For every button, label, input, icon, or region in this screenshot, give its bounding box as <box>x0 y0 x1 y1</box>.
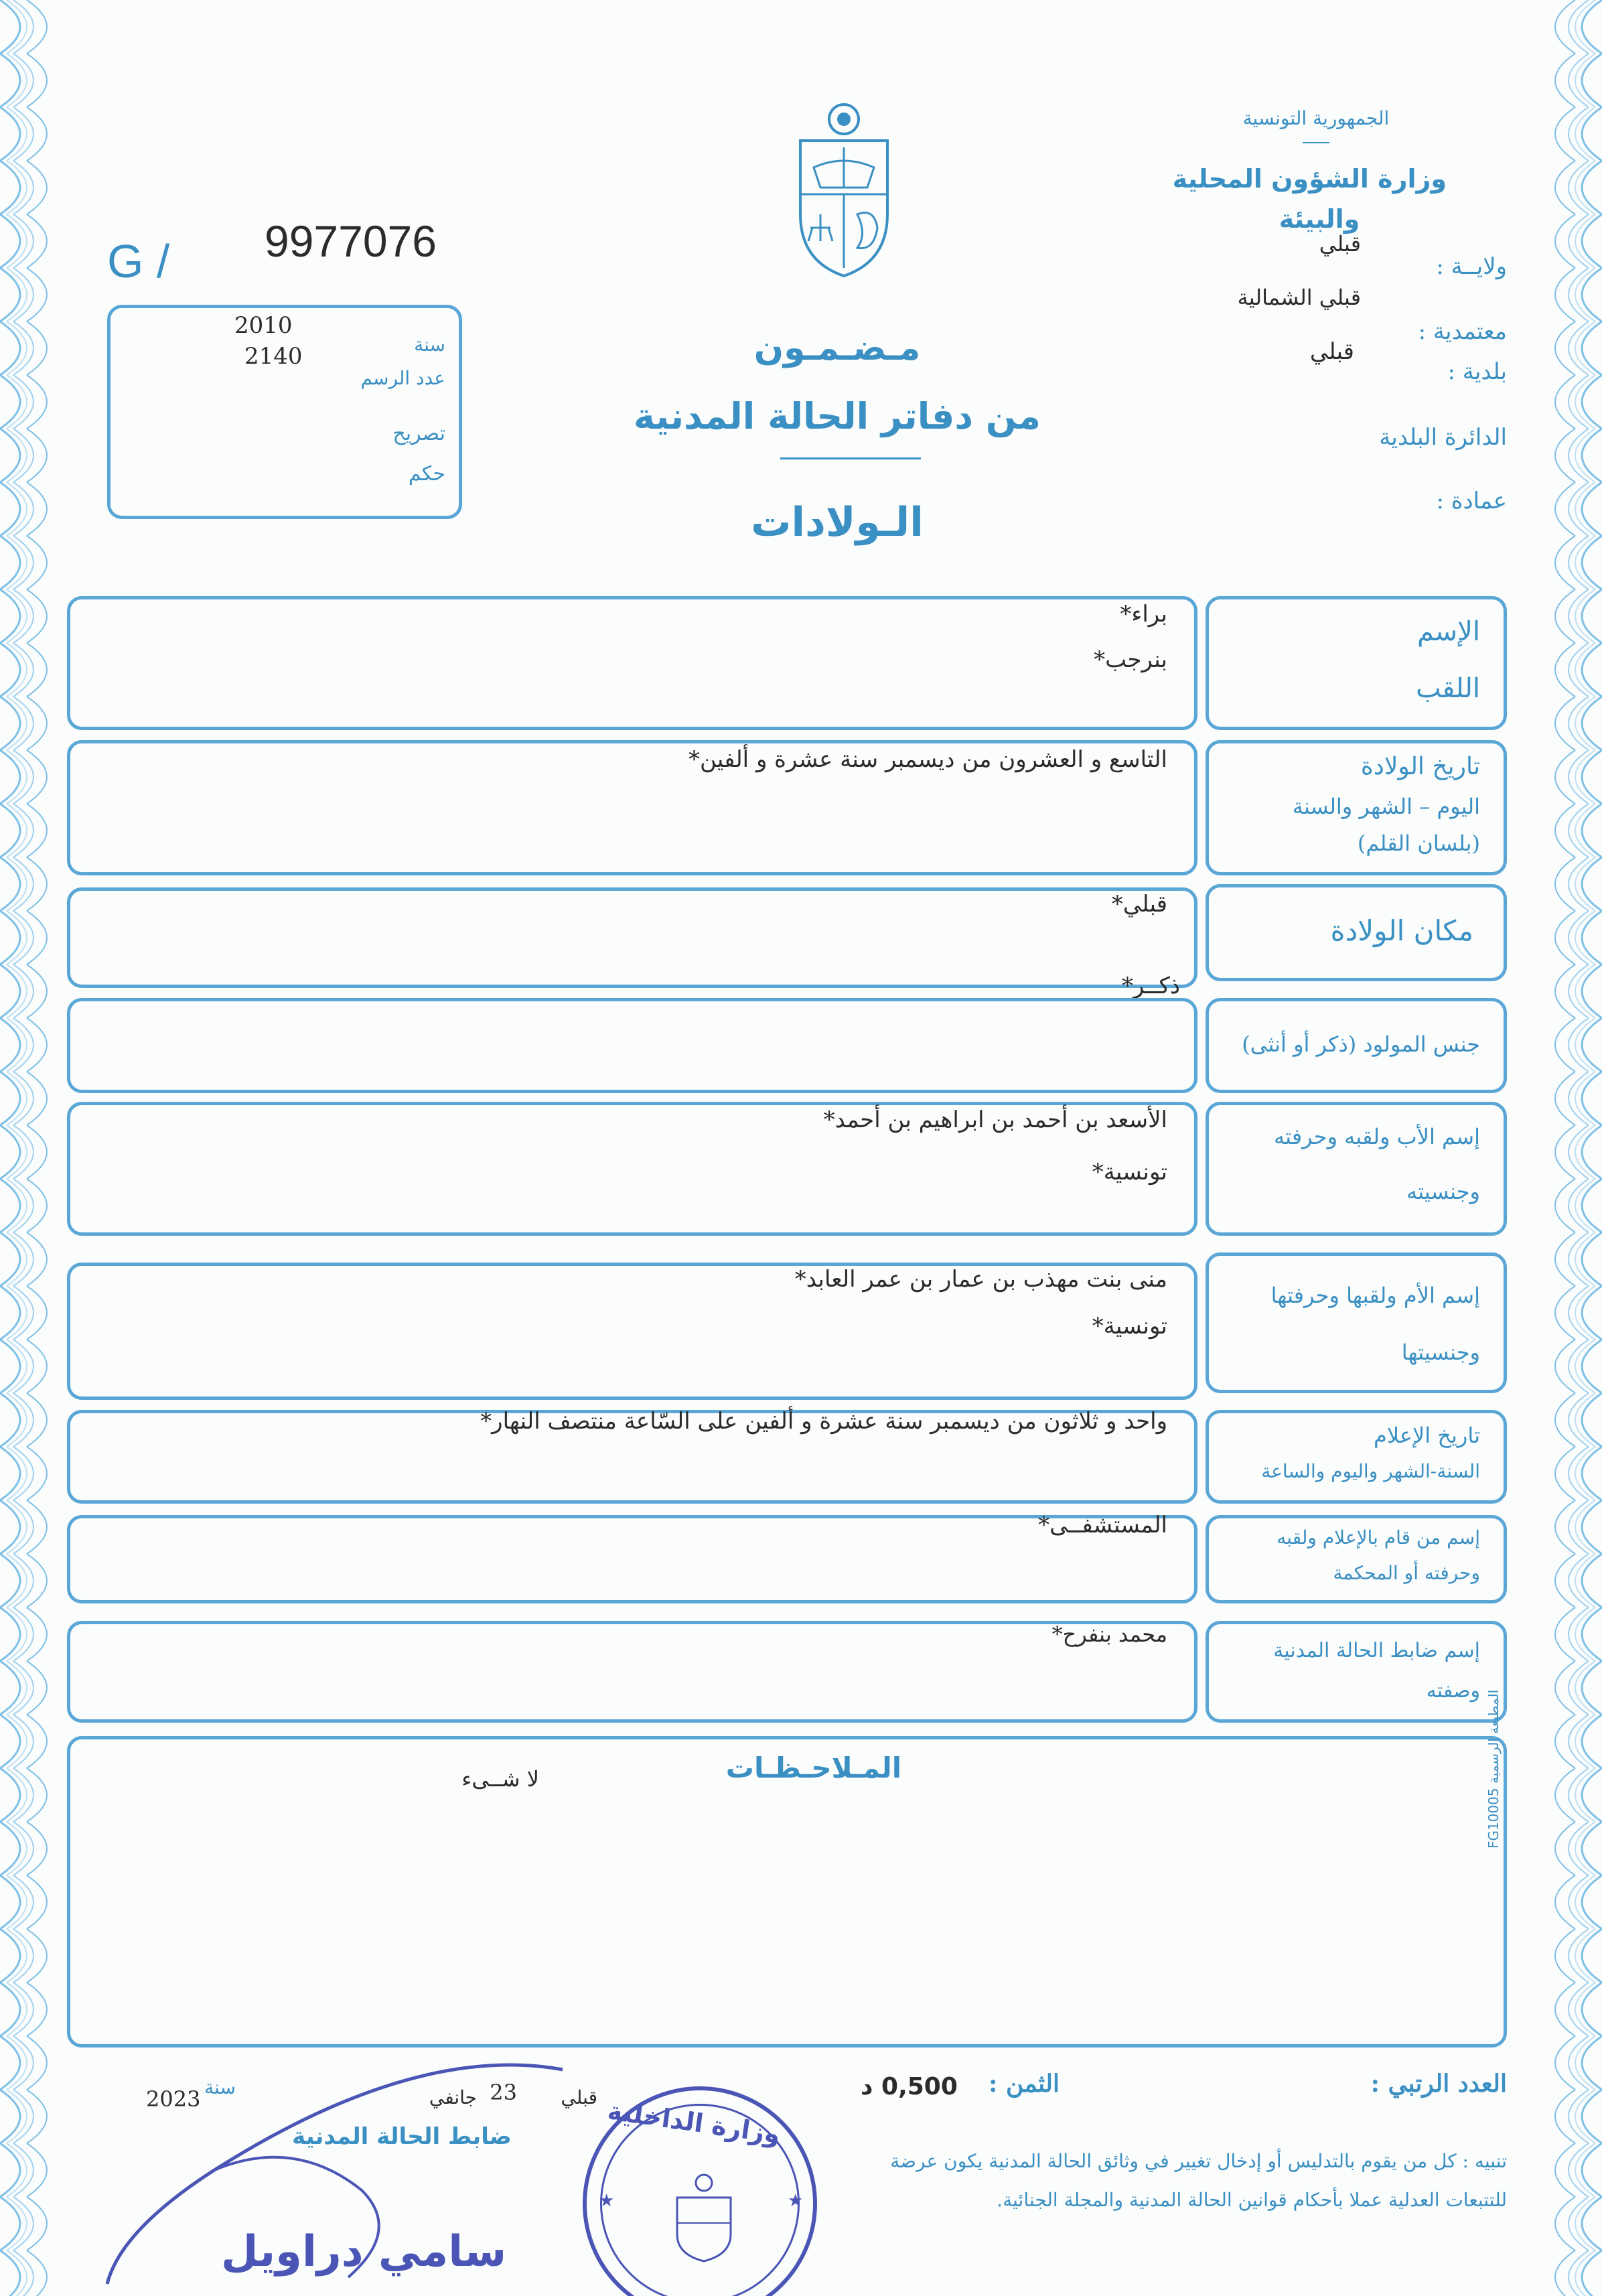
father-nationality-label: وجنسيته <box>1406 1179 1480 1204</box>
warning-line2: للتتبعات العدلية عملا بأحكام قوانين الحالة المدنية والمجلة الجنائية. <box>997 2189 1507 2211</box>
declaration-date-sublabel: السنة-الشهر واليوم والساعة <box>1261 1460 1480 1482</box>
warning-line1: تنبيه : كل من يقوم بالتدليس أو إدخال تغيير في وثائق الحالة المدنية يكون عرضة <box>890 2150 1507 2172</box>
given-name-value: براء* <box>1120 601 1167 628</box>
father-label-box <box>1206 1102 1507 1236</box>
birth-date-value: التاسع و العشرون من ديسمبر سنة عشرة و ألفين* <box>688 746 1167 773</box>
sex-label: جنس المولود (ذكر أو أنثى) <box>1242 1031 1480 1057</box>
serial-prefix: G / <box>107 235 170 287</box>
title-line2: من دفاتر الحالة المدنية <box>634 395 1041 437</box>
judgment-label: حكم <box>408 462 445 486</box>
birth-place-value: قبلي* <box>1111 891 1167 918</box>
officer-label-box <box>1206 1621 1507 1723</box>
title-line3: الـولادات <box>751 499 924 546</box>
issue-month: جانفي <box>429 2086 477 2108</box>
declaration-date-value-box <box>67 1410 1197 1504</box>
tunisia-coat-of-arms-icon <box>794 100 894 281</box>
birth-date-note: (بلسان القلم) <box>1357 831 1480 856</box>
daira-label: الدائرة البلدية <box>1379 424 1507 451</box>
stamp-emblem-icon <box>670 2171 737 2265</box>
declaration-date-label: تاريخ الإعلام <box>1374 1423 1480 1448</box>
serial-order-label: العدد الرتبي : <box>1370 2070 1507 2098</box>
printer-code: المطبعة الرسمية FG10005 <box>1485 1689 1502 1849</box>
birth-place-label: مكان الولادة <box>1330 914 1473 947</box>
declaration-date-label-box <box>1206 1410 1507 1504</box>
price-value: 0,500 د <box>861 2073 958 2100</box>
ministry-name-line2: والبيئة <box>1279 204 1360 234</box>
officer-signature-name: سامي دراويل <box>221 2227 507 2277</box>
father-name-value: الأسعد بن أحمد بن ابراهيم بن أحمد* <box>823 1106 1167 1133</box>
stamp-star-right-icon: ★ <box>788 2191 804 2211</box>
declarant-value-box <box>67 1512 1197 1603</box>
motamadia-value: قبلي الشمالية <box>1237 285 1361 310</box>
republic-name: الجمهورية التونسية <box>1242 107 1390 129</box>
birth-date-label: تاريخ الولادة <box>1360 753 1480 780</box>
baladia-value: قبلي <box>1309 338 1354 365</box>
sex-value: ذكــر* <box>1121 973 1180 999</box>
stamp-text: وزارة الداخلية <box>605 2096 782 2149</box>
serial-number: 9977076 <box>265 216 437 266</box>
registry-number-label: عدد الرسم <box>360 367 445 389</box>
declarant-label: إسم من قام بالإعلام ولقبه <box>1277 1526 1480 1549</box>
father-nationality-value: تونسية* <box>1092 1159 1167 1186</box>
officer-value: محمد بنفرح* <box>1051 1622 1167 1647</box>
declarant-sublabel: وحرفته أو المحكمة <box>1333 1562 1480 1584</box>
registry-number-value: 2140 <box>244 343 303 370</box>
ministry-name-line1: وزارة الشؤون المحلية <box>1172 164 1447 194</box>
price-label: الثمن : <box>989 2070 1060 2098</box>
father-value-box <box>67 1102 1197 1236</box>
declarant-value: المستشفــى* <box>1038 1512 1167 1538</box>
issue-place: قبلي <box>561 2086 597 2108</box>
declaration-date-value: واحد و ثلاثون من ديسمبر سنة عشرة و ألفين على السّاعة منتصف النهار* <box>480 1408 1167 1435</box>
registry-box <box>107 305 462 519</box>
issue-year: 2023 <box>146 2086 201 2112</box>
surname-value: بنرجب* <box>1094 646 1167 673</box>
baladia-label: بلدية : <box>1447 358 1507 385</box>
name-value-box <box>67 596 1197 730</box>
notes-box <box>67 1736 1507 2048</box>
declarant-label-box <box>1206 1515 1507 1603</box>
birth-date-label-box <box>1206 740 1507 875</box>
header-divider <box>1303 142 1329 143</box>
signature-scribble <box>80 2056 603 2296</box>
birth-place-value-box <box>67 887 1197 988</box>
issue-day: 23 <box>490 2080 517 2105</box>
officer-title: ضابط الحالة المدنية <box>292 2123 512 2150</box>
declaration-label: تصريح <box>392 422 445 445</box>
title-line1: مـضـمـون <box>753 328 921 368</box>
sex-value-box <box>67 998 1197 1093</box>
birth-date-value-box <box>67 740 1197 875</box>
mother-nationality-value: تونسية* <box>1092 1313 1167 1340</box>
title-underline <box>780 457 921 459</box>
officer-label: إسم ضابط الحالة المدنية <box>1273 1639 1480 1662</box>
issue-year-label: سنة <box>204 2076 236 2098</box>
omada-label: عمادة : <box>1436 488 1507 514</box>
birth-date-sublabel: اليوم – الشهر والسنة <box>1292 794 1480 819</box>
mother-name-value: منى بنت مهذب بن عمار بن عمر العابد* <box>794 1266 1167 1293</box>
given-name-label: الإسم <box>1416 616 1480 647</box>
motamadia-label: معتمدية : <box>1418 318 1507 345</box>
registry-year-value: 2010 <box>234 312 293 339</box>
birth-place-label-box <box>1206 884 1507 981</box>
surname-label: اللقب <box>1415 673 1480 704</box>
officer-sublabel: وصفته <box>1426 1679 1480 1703</box>
notes-value: لا شــىء <box>461 1766 539 1792</box>
stamp-star-left-icon: ★ <box>599 2191 615 2211</box>
registry-year-label: سنة <box>414 334 445 356</box>
mother-label-box <box>1206 1252 1507 1393</box>
official-stamp <box>583 2086 817 2296</box>
mother-value-box <box>67 1263 1197 1400</box>
officer-value-box <box>67 1621 1197 1723</box>
right-guilloche-border <box>1522 0 1602 2296</box>
father-label: إسم الأب ولقبه وحرفته <box>1274 1124 1480 1149</box>
mother-nationality-label: وجنسيتها <box>1401 1340 1480 1365</box>
wilaya-value: قبلي <box>1319 231 1361 257</box>
mother-label: إسم الأم ولقبها وحرفتها <box>1270 1283 1480 1308</box>
notes-label: المـلاحـظـات <box>725 1751 902 1784</box>
name-label-box <box>1206 596 1507 730</box>
wilaya-label: ولايــة : <box>1436 253 1507 280</box>
sex-label-box <box>1206 998 1507 1093</box>
